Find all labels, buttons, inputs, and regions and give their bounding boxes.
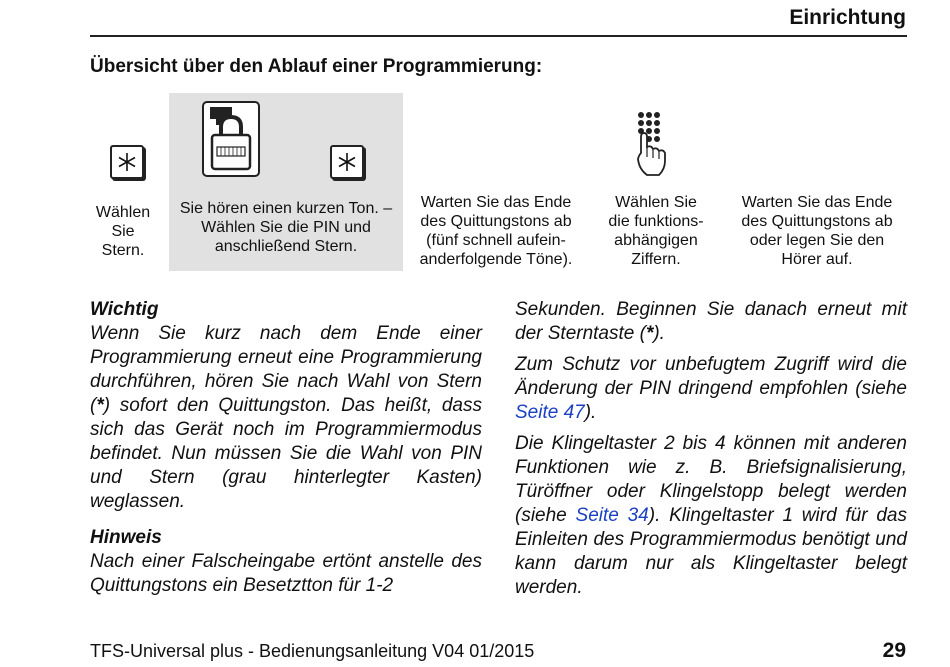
- page-number: 29: [882, 639, 906, 662]
- lock-icon: [202, 101, 262, 181]
- wichtig-text: Wenn Sie kurz nach dem Ende einer Programmierung erneut eine Programmierung durchführen, hören Sie nach Wahl von Stern (*) sofort den Quittungston. Das heißt, dass sich das Gerät noch im Programmiermodus befindet. Nun müssen Sie die Wahl von PIN und Stern (grau hinterlegter Kasten) weglassen.: [90, 323, 482, 512]
- step-2-caption: Sie hören einen kurzen Ton. – Wählen Sie die PIN und anschließend Stern.: [179, 200, 393, 255]
- left-column: [90, 298, 482, 598]
- right-paragraph-3: Die Klingeltaster 2 bis 4 können mit anderen Funktionen wie z. B. Briefsignalisierung, Türöffner oder Klingelstopp belegt werden (siehe Seite 34). Klingeltaster 1 wird für das Einleiten des Programmiermodus benötigt und kann darum nur als Klingeltaster belegt werden.: [515, 433, 907, 598]
- right-paragraph-1: Sekunden. Beginnen Sie danach erneut mit der Sterntaste (*).: [515, 299, 907, 344]
- step-3-caption: Warten Sie das Ende des Quittungstons ab (fünf schnell aufein- anderfolgende Töne).: [419, 194, 573, 268]
- programming-steps: [88, 93, 908, 273]
- keypad-hand-icon: [633, 111, 677, 181]
- star-key-icon: [110, 145, 144, 179]
- hinweis-heading: Hinweis: [90, 527, 162, 548]
- step-1-caption: Wählen Sie Stern.: [95, 204, 151, 259]
- wichtig-heading: Wichtig: [90, 299, 159, 320]
- header-rule: [90, 35, 907, 37]
- hinweis-text: Nach einer Falscheingabe ertönt anstelle des Quittungstons ein Besetztton für 1-2: [90, 551, 482, 596]
- footer-document-title: TFS-Universal plus - Bedienungsanleitung V04 01/2015: [90, 641, 535, 661]
- page-header-title: Einrichtung: [789, 6, 906, 29]
- section-title: Übersicht über den Ablauf einer Programmierung:: [90, 56, 543, 77]
- right-paragraph-2: Zum Schutz vor unbefugtem Zugriff wird die Änderung der PIN dringend empfohlen (siehe Seite 47).: [515, 354, 907, 423]
- page-47-link[interactable]: Seite 47: [515, 402, 585, 423]
- step-4-caption: Wählen Sie die funktions- abhängigen Ziffern.: [608, 194, 704, 268]
- page-34-link[interactable]: Seite 34: [575, 505, 649, 526]
- right-column: [515, 298, 907, 600]
- step-5-caption: Warten Sie das Ende des Quittungstons ab oder legen Sie den Hörer auf.: [741, 194, 893, 268]
- star-key-icon: [330, 145, 364, 179]
